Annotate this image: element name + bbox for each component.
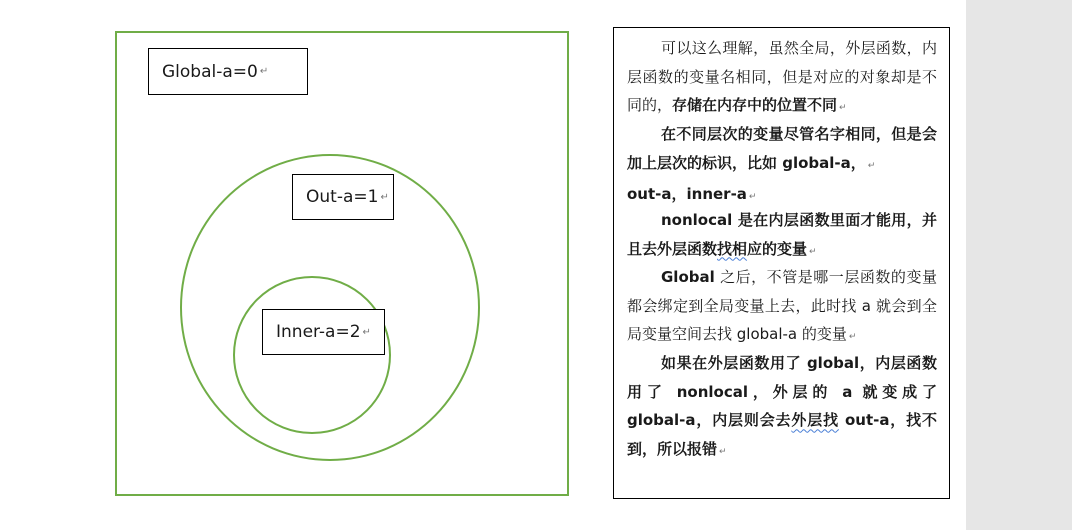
- page-gutter: [966, 0, 1072, 530]
- p3-text: nonlocal 是在内层函数里面才能用，并且去外层函数: [627, 211, 937, 258]
- p5-text-tail: out-a，找不到，所以报错: [627, 411, 937, 459]
- global-a-text: Global-a=0: [162, 61, 258, 82]
- p5-text: 如果在外层函数用了 global，内层函数用了 nonlocal，外层的 a 就变成了 global-a，内层则会去: [627, 354, 937, 430]
- global-a-label: [148, 48, 308, 95]
- paragraph-mark: ↵: [839, 103, 847, 114]
- paragraph-mark: ↵: [380, 191, 389, 203]
- paragraph-mark: ↵: [809, 246, 817, 257]
- paragraph-mark: ↵: [867, 160, 876, 171]
- paragraph-1: [627, 34, 937, 123]
- paragraph-mark: ↵: [362, 326, 371, 338]
- p2-text: 在不同层次的变量尽管名字相同，但是会加上层次的标识，比如 global-a，: [627, 125, 937, 172]
- p3-text-tail: 应的变量: [747, 239, 808, 258]
- p2-text-tail: out-a，inner-a: [627, 185, 747, 204]
- inner-scope-circle: [233, 276, 391, 434]
- paragraph-2: [627, 120, 937, 212]
- paragraph-mark: ↵: [848, 332, 857, 343]
- p4-bold-text: Global: [661, 268, 715, 286]
- paragraph-4: [627, 263, 937, 352]
- paragraph-5: [627, 349, 937, 467]
- p4-text: 之后，不管是哪一层函数的变量都会绑定到全局变量上去，此时找 a 就会到全局变量空间去找 global-a 的变量: [627, 268, 937, 344]
- p5-spellcheck-text: 外层找: [791, 411, 839, 430]
- paragraph-mark: ↵: [259, 66, 269, 77]
- inner-a-text: Inner-a=2: [276, 322, 361, 342]
- p3-spellcheck-text: 找相: [717, 239, 748, 258]
- paragraph-3: [627, 206, 937, 266]
- out-a-text: Out-a=1: [306, 187, 379, 207]
- paragraph-mark: ↵: [719, 447, 727, 458]
- out-a-label: [292, 174, 394, 220]
- p1-text: 可以这么理解，虽然全局，外层函数，内层函数的变量名相同，但是对应的对象却是不同的，: [627, 39, 937, 115]
- p1-bold-text: 存储在内存中的位置不同: [672, 96, 838, 115]
- paragraph-mark: ↵: [748, 192, 757, 203]
- inner-a-label: [262, 309, 385, 355]
